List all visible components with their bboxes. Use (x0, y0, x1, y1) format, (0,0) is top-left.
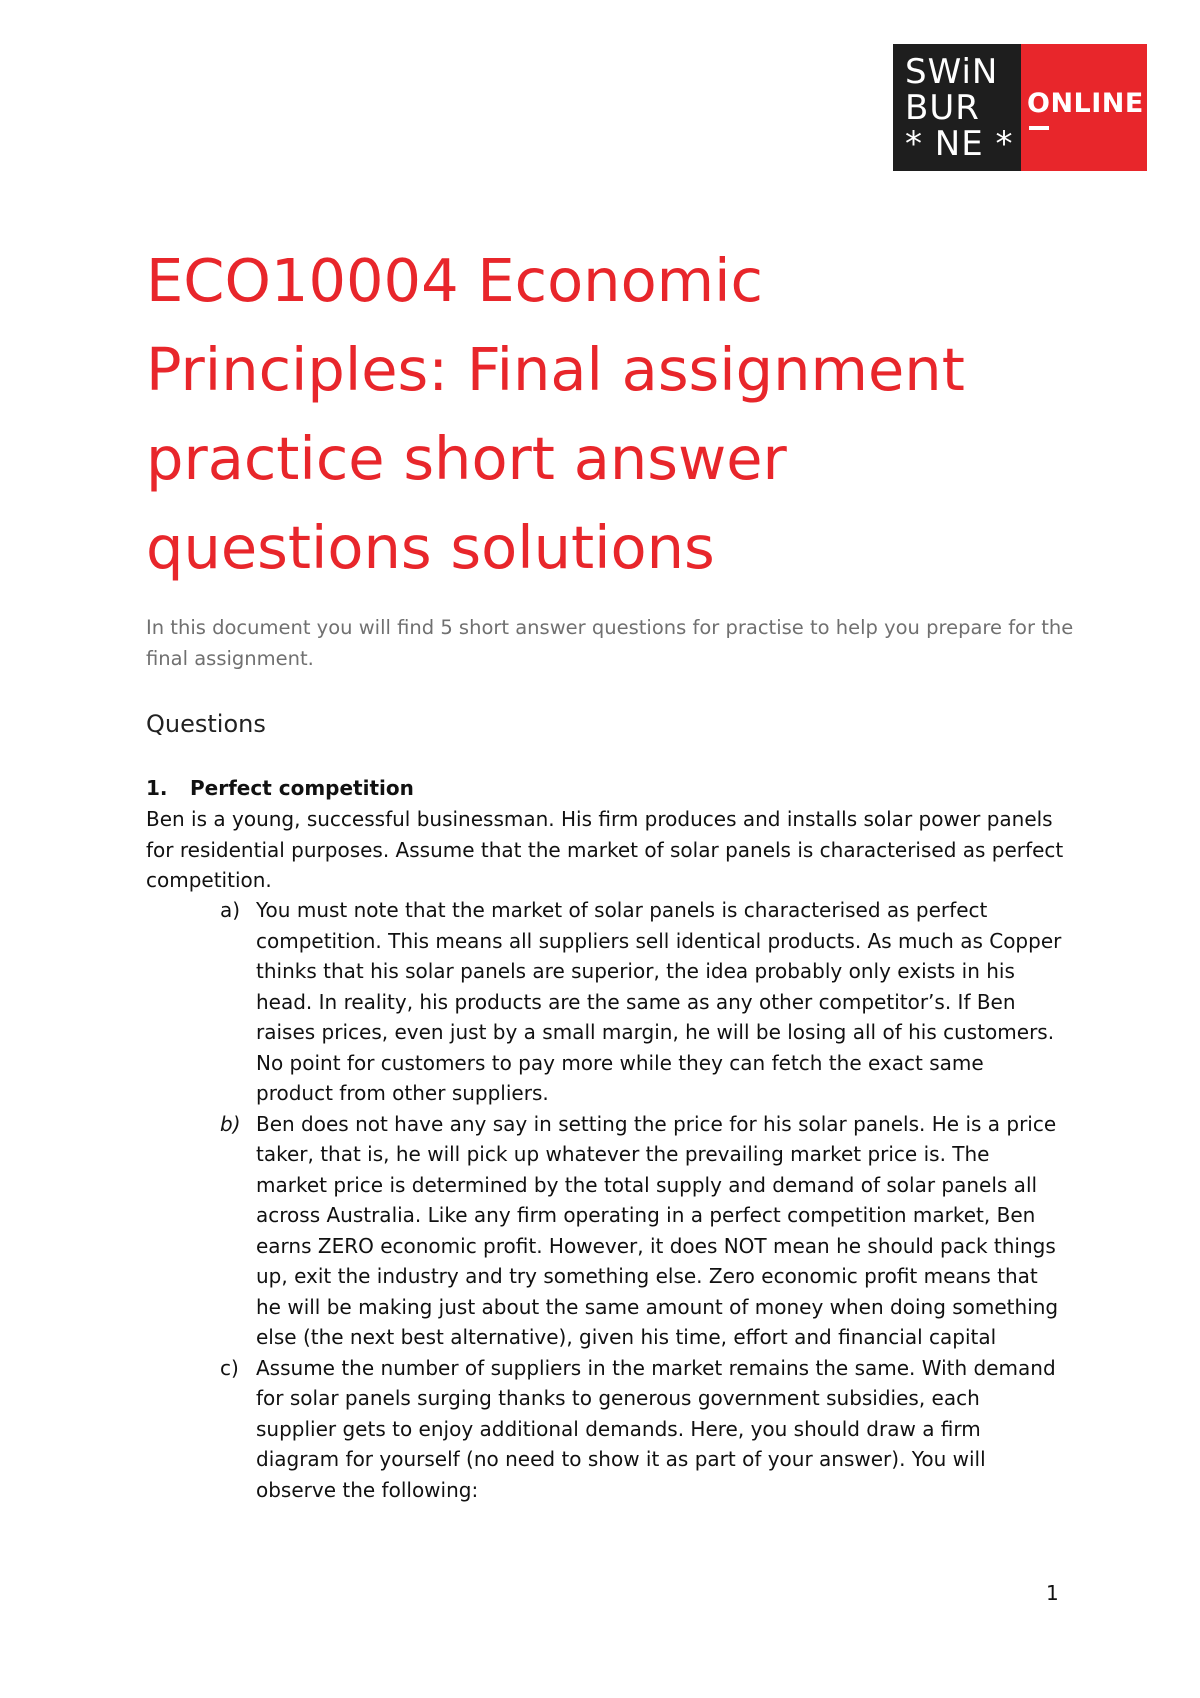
logo-online-text: ONLINE (1027, 88, 1144, 119)
question-title: Perfect competition (190, 776, 414, 800)
answer-marker-b: b) (220, 1111, 241, 1136)
answer-marker-c: c) (220, 1355, 239, 1380)
document-title: ECO10004 Economic Principles: Final assignment practice short answer questions solutions (146, 246, 965, 582)
document-intro: In this document you will find 5 short answer questions for practise to help you prepare for the final assignment. (146, 616, 1074, 670)
logo-online-badge (1021, 44, 1147, 171)
question-number: 1. (146, 776, 168, 800)
answer-text-c: Assume the number of suppliers in the market remains the same. With demand for solar panels surging thanks to generous government subsidies, each supplier gets to enjoy additional demands. Here, you should draw a firm diagram for yourself (no need to show it as part of your answer). You will observe the following: (256, 1355, 1056, 1502)
question-heading (146, 773, 414, 803)
answer-text-a: You must note that the market of solar panels is characterised as perfect competition. This means all suppliers sell identical products. As much as Copper thinks that his solar panels are superior, the idea probably only exists in his head. In reality, his products are the same as any other competitor’s. If Ben raises prices, even just by a small margin, he will be losing all of his customers. No point for customers to pay more while they can fetch the exact same product from other suppliers. (256, 898, 1062, 1105)
logo-line-1: SWiN (905, 51, 999, 92)
section-heading-questions: Questions (146, 710, 266, 738)
swinburne-online-logo (893, 44, 1147, 171)
answer-item-b (0, 1109, 1066, 1353)
answer-item-a (0, 895, 1066, 1109)
logo-line-3: * NE * (905, 123, 1014, 164)
answer-item-c (0, 1353, 1066, 1506)
answer-text-b: Ben does not have any say in setting the price for his solar panels. He is a price taker, that is, he will pick up whatever the prevailing market price is. The market price is determined by the total supply and demand of solar panels all across Australia. Like any firm operating in a perfect competition market, Ben earns ZERO economic profit. However, it does NOT mean he should pack things up, exit the industry and try something else. Zero economic profit means that he will be making just about the same amount of money when doing something else (the next best alternative), given his time, effort and financial capital (256, 1111, 1059, 1349)
logo-dash (1029, 126, 1049, 130)
page-number: 1 (1046, 1581, 1059, 1605)
logo-line-2: BUR (905, 87, 980, 128)
logo-wordmark (893, 44, 1021, 171)
answer-marker-a: a) (220, 898, 241, 922)
answer-list (0, 895, 1200, 1505)
question-intro: Ben is a young, successful businessman. His firm produces and installs solar power panels for residential purposes. Assume that the market of solar panels is characterised as perfect competition. (146, 807, 1064, 892)
